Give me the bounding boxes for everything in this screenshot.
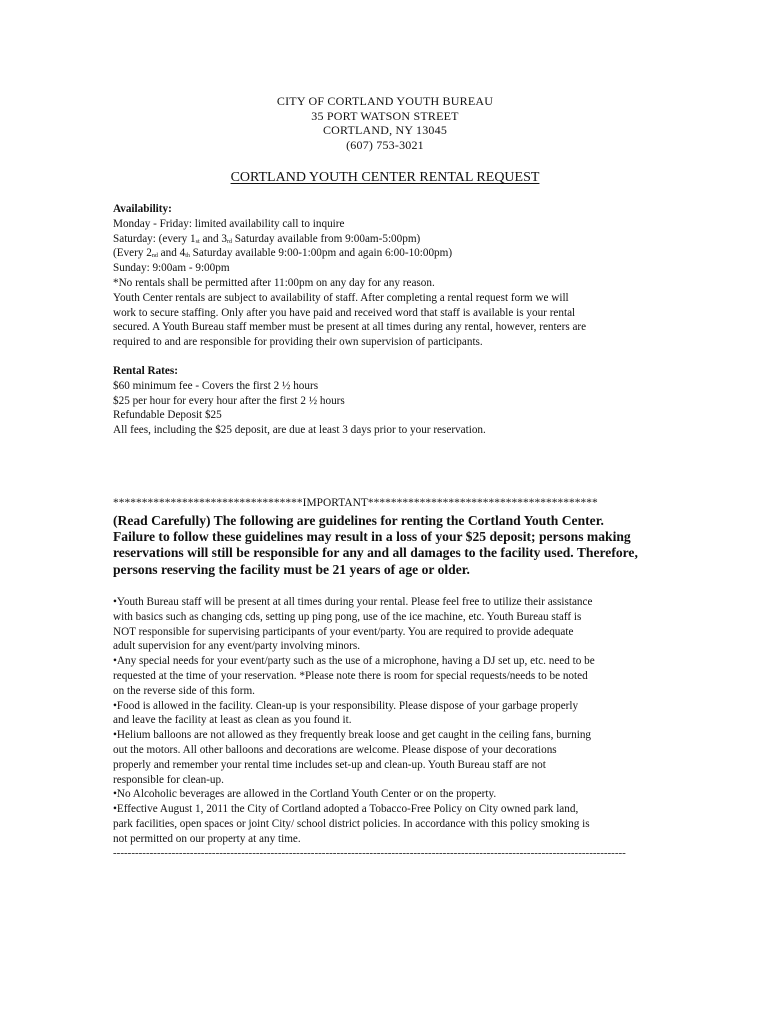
sat-a-post: Saturday available from 9:00am-5:00pm)	[232, 232, 421, 245]
availability-heading: Availability:	[113, 203, 172, 215]
availability-section	[113, 202, 658, 350]
rates-line: $25 per hour for every hour after the first 2 ½ hours	[113, 394, 345, 407]
sat-b-mid: and 4	[157, 247, 186, 260]
important-notice	[113, 513, 658, 578]
sat-b-sup1: nd	[151, 253, 158, 260]
availability-sunday: Sunday: 9:00am - 9:00pm	[113, 262, 230, 275]
guideline-line: on the reverse side of this form.	[113, 684, 255, 697]
sat-a-pre: Saturday: (every 1	[113, 232, 196, 245]
rates-line: All fees, including the $25 deposit, are due at least 3 days prior to your reservation.	[113, 424, 486, 437]
sat-b-post: Saturday available 9:00-1:00pm and again 6:00-10:00pm)	[189, 247, 453, 260]
availability-saturday-b	[113, 246, 658, 261]
document-title: CORTLAND YOUTH CENTER RENTAL REQUEST	[230, 170, 540, 185]
important-line: Failure to follow these guidelines may result in a loss of your $25 deposit; persons making	[113, 529, 631, 545]
sat-a-mid: and 3	[199, 232, 227, 245]
guideline-line: •Any special needs for your event/party such as the use of a microphone, having a DJ set up, etc. need to be	[113, 655, 595, 668]
letterhead	[0, 94, 770, 152]
important-banner: *********************************IMPORTANT****************************************	[113, 497, 598, 509]
guideline-line: •Helium balloons are not allowed as they frequently break loose and get caught in the ceiling fans, burning	[113, 729, 592, 742]
availability-line: required to and are responsible for providing their own supervision of participants.	[113, 336, 483, 349]
sat-a-sup1: st	[195, 238, 200, 245]
guideline-line: •Effective August 1, 2011 the City of Cortland adopted a Tobacco-Free Policy on City owned park land,	[113, 803, 579, 816]
rates-line: $60 minimum fee - Covers the first 2 ½ hours	[113, 379, 319, 392]
availability-line: Youth Center rentals are subject to availability of staff. After completing a rental request form we will	[113, 291, 569, 304]
sat-b-sup2: th	[185, 253, 190, 260]
guideline-line: park facilities, open spaces or joint City/ school district policies. In accordance with this policy smoking is	[113, 817, 590, 830]
availability-line: *No rentals shall be permitted after 11:00pm on any day for any reason.	[113, 276, 435, 289]
guideline-line: adult supervision for any event/party involving minors.	[113, 640, 361, 653]
guideline-line: NOT responsible for supervising participants of your event/party. You are required to provide adequate	[113, 625, 574, 638]
guideline-line: •No Alcoholic beverages are allowed in the Cortland Youth Center or on the property.	[113, 788, 497, 801]
availability-line: secured. A Youth Bureau staff member must be present at all times during any rental, however, renters are	[113, 321, 587, 334]
separator-line: --------------------------------------------------------------------------------------------------------------------------------------------	[113, 847, 626, 859]
letterhead-street: 35 PORT WATSON STREET	[311, 108, 459, 123]
guideline-line: and leave the facility at least as clean as you found it.	[113, 714, 352, 727]
guideline-line: responsible for clean-up.	[113, 773, 224, 786]
guideline-line: requested at the time of your reservation. *Please note there is room for special requests/needs to be noted	[113, 669, 588, 682]
letterhead-phone: (607) 753-3021	[346, 137, 424, 152]
sat-a-sup2: rd	[227, 238, 232, 245]
important-line: (Read Carefully) The following are guidelines for renting the Cortland Youth Center.	[113, 513, 604, 528]
important-line: persons reserving the facility must be 21 years of age or older.	[113, 561, 470, 577]
availability-saturday-a	[113, 232, 658, 247]
document-title-wrap	[0, 169, 770, 186]
availability-weekday: Monday - Friday: limited availability call to inquire	[113, 217, 345, 230]
letterhead-org: CITY OF CORTLAND YOUTH BUREAU	[276, 94, 494, 108]
rates-heading: Rental Rates:	[113, 365, 178, 377]
guideline-line: •Youth Bureau staff will be present at all times during your rental. Please feel free to utilize their assistance	[113, 596, 593, 608]
guideline-line: •Food is allowed in the facility. Clean-up is your responsibility. Please dispose of your garbage properly	[113, 699, 579, 712]
guideline-line: not permitted on our property at any time.	[113, 832, 301, 845]
important-line: reservations will still be responsible for any and all damages to the facility used. Therefore,	[113, 545, 638, 561]
guideline-line: properly and remember your rental time includes set-up and clean-up. Youth Bureau staff are not	[113, 758, 546, 771]
guidelines-section	[113, 595, 658, 847]
guideline-line: with basics such as changing cds, setting up ping pong, use of the ice machine, etc. Youth Bureau staff is	[113, 610, 582, 623]
guideline-line: out the motors. All other balloons and decorations are welcome. Please dispose of your decorations	[113, 743, 557, 756]
letterhead-city: CORTLAND, NY 13045	[322, 123, 448, 138]
rental-rates-section	[113, 364, 658, 438]
sat-b-pre: (Every 2	[113, 247, 152, 260]
rates-line: Refundable Deposit $25	[113, 409, 222, 422]
availability-line: work to secure staffing. Only after you have paid and received word that staff is available is your rental	[113, 306, 576, 319]
